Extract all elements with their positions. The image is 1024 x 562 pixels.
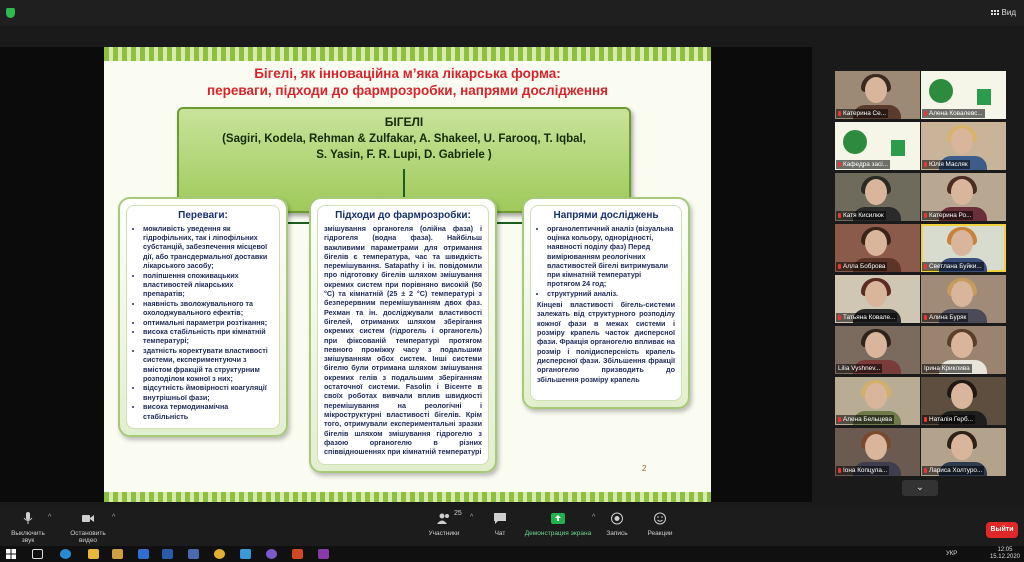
- audio-options-caret[interactable]: ^: [48, 514, 52, 521]
- reactions-label: Реакции: [647, 530, 673, 537]
- microphone-icon: [21, 512, 35, 525]
- mic-muted-icon: [838, 213, 841, 218]
- slide-title-line1: Бігелі, як інноваційна м’яка лікарська форма:: [254, 66, 561, 81]
- mute-button[interactable]: [6, 512, 50, 544]
- authors-line1: (Sagiri, Kodela, Rehman & Zulfakar, A. Shakeel, U. Farooq, T. Iqbal,: [222, 133, 586, 145]
- reactions-button[interactable]: [644, 512, 676, 537]
- chevron-down-icon: ⌄: [915, 482, 925, 493]
- participant-tile[interactable]: [835, 71, 920, 119]
- mic-muted-icon: [838, 417, 841, 422]
- list-item: • здатність коректувати властивості системи, експериментуючи з вмістом фракцій та структурним розподілом кожної з них;: [143, 346, 273, 383]
- share-options-caret[interactable]: ^: [592, 514, 596, 521]
- mic-muted-icon: [924, 264, 927, 269]
- participant-name: Катерина Ро...: [929, 212, 972, 219]
- participant-tile[interactable]: [921, 122, 1006, 170]
- participant-name: Татьяна Ковале...: [843, 314, 896, 321]
- list-item: • органолептичний аналіз (візуальна оцінка кольору, однорідності, наявності поділу фаз) Перед вимірюванням реологічних властивостей бігелі витримували при кімнатній температурі протягом 24 год;: [547, 224, 675, 288]
- mic-muted-icon: [924, 417, 927, 422]
- clock-time: 12:05: [997, 547, 1013, 553]
- word-icon[interactable]: [162, 549, 173, 559]
- participant-tile[interactable]: [835, 326, 920, 374]
- directions-title: Напрями досліджень: [553, 210, 659, 221]
- list-item: • поліпшення споживацьких властивостей лікарських препаратів;: [143, 271, 273, 299]
- security-shield-icon[interactable]: [6, 8, 15, 18]
- onenote-icon[interactable]: [318, 549, 329, 559]
- directions-card: [522, 197, 690, 409]
- participant-name: Катерина Се...: [843, 110, 887, 117]
- slide-bottom-border: [104, 492, 711, 502]
- video-options-caret[interactable]: ^: [112, 514, 116, 521]
- mic-muted-icon: [924, 162, 927, 167]
- participant-name: Ірина Криклива: [924, 365, 970, 372]
- mic-muted-icon: [838, 315, 841, 320]
- list-item: • оптимальні параметри розтікання;: [143, 318, 273, 327]
- participant-tile[interactable]: [835, 122, 920, 170]
- video-button[interactable]: [62, 512, 114, 544]
- view-button-label: Вид: [1001, 8, 1016, 17]
- mute-label: Выключить звук: [11, 530, 45, 544]
- mic-muted-icon: [838, 111, 841, 116]
- explorer-pinned-icon[interactable]: [112, 549, 123, 559]
- presentation-slide: [104, 47, 711, 502]
- slide-title: [104, 65, 711, 99]
- slide-page-number: 2: [642, 464, 647, 473]
- chat-button[interactable]: [486, 512, 514, 537]
- mic-muted-icon: [838, 264, 841, 269]
- meeting-controls-bar: [0, 508, 1024, 546]
- video-label: Остановить видео: [70, 530, 106, 544]
- participant-name: Алена Ковалевс...: [929, 110, 983, 117]
- participant-name: Алена Бельцева: [843, 416, 893, 423]
- viber-icon[interactable]: [266, 549, 277, 559]
- directions-card-inner: [530, 205, 682, 401]
- participant-name: Кафедра засі...: [843, 161, 888, 168]
- mic-muted-icon: [838, 162, 841, 167]
- list-item: • висока стабільність при кімнатній температурі;: [143, 327, 273, 345]
- org-logo-icon: [929, 79, 953, 103]
- share-screen-label: Демонстрация экрана: [524, 530, 592, 537]
- chrome-icon[interactable]: [214, 549, 225, 559]
- advantages-card-inner: [126, 205, 280, 429]
- gallery-next-page-button[interactable]: [902, 480, 938, 496]
- participants-label: Участники: [428, 530, 460, 537]
- participant-tile[interactable]: [835, 428, 920, 476]
- share-screen-button[interactable]: [524, 512, 592, 537]
- leave-meeting-button[interactable]: Выйти: [986, 522, 1018, 538]
- file-explorer-icon[interactable]: [88, 549, 99, 559]
- record-button[interactable]: [602, 512, 632, 537]
- windows-start-icon[interactable]: [6, 549, 16, 559]
- smiley-icon: [653, 512, 667, 525]
- approaches-title: Підходи до фармрозробки:: [335, 210, 471, 221]
- mic-muted-icon: [924, 315, 927, 320]
- participant-name: Іона Копцула...: [843, 467, 888, 474]
- participant-tile[interactable]: [835, 377, 920, 425]
- windows-taskbar: [0, 546, 1024, 562]
- mic-muted-icon: [924, 213, 927, 218]
- participant-tile[interactable]: [835, 224, 920, 272]
- mic-muted-icon: [924, 111, 927, 116]
- advantages-title: Переваги:: [178, 210, 228, 221]
- participant-name: Юлія Масляк: [929, 161, 968, 168]
- list-item: • висока термодинамічна стабільність: [143, 402, 273, 420]
- participant-name: Лариса Холтуро...: [929, 467, 983, 474]
- slide-top-border: [104, 47, 711, 61]
- keyboard-language[interactable]: УКР: [946, 551, 958, 557]
- mail-icon[interactable]: [138, 549, 149, 559]
- participant-name: Алина Буряк: [929, 314, 967, 321]
- participant-name: Наталія Герб...: [929, 416, 973, 423]
- chat-label: Чат: [494, 530, 506, 537]
- approaches-text: змішування органогеля (олійна фаза) і гідрогеля (водна фаза). Найбільш важливими параметрами для отримання бігелів є температура, час та швидкість перемішування. Satapathy і ін. повідомили про підготовку бігелів шляхом змішування окремих систем при порівняно високій (50 °C) та кімнатній (25 ± 2 °C) температурі з безперервним перемішуванням двох фаз. Рехман та ін. досліджували властивості бігелей, отриманих шляхом зберігання окремих систем (гідрогель і органогель) при фіксованій температурі протягом певного проміжку часу з подальшим змішуванням обох систем. Інші системи бігелю були отримана шляхом змішування окремих гелів з подальшим зберіганням остаточної системи. Fasolin і Вісенте в своїх роботах вивчали вплив швидкості перемішування на реологічні і мікроструктурні властивості бігелів. Крім того, отримували експериментальні зразки бігелів шляхом змішування гідрогелю з фазою органогелю в різних співвідношеннях при кімнатній температурі: [324, 224, 482, 457]
- clock-date: 15.12.2020: [989, 554, 1020, 560]
- participant-tile[interactable]: [921, 428, 1006, 476]
- participant-tile[interactable]: [921, 377, 1006, 425]
- participant-name: Катя Кисилюк: [843, 212, 884, 219]
- record-icon: [610, 512, 624, 525]
- record-label: Запись: [606, 530, 628, 537]
- advantages-card: [118, 197, 288, 437]
- participant-tile-active-speaker[interactable]: [921, 224, 1006, 272]
- main-box-authors: [179, 129, 629, 165]
- edge-browser-icon[interactable]: [60, 549, 71, 559]
- approaches-card: [309, 197, 497, 473]
- video-camera-icon: [81, 512, 95, 525]
- grid-view-icon: [991, 10, 999, 15]
- task-view-icon[interactable]: [32, 549, 43, 559]
- list-item: • можливість уведення як гідрофільних, так і ліпофільних субстанцій, забезпечення місцевої дії, або трансдермальної доставки лікарського засобу;: [143, 224, 273, 270]
- participant-name: Lilia Vyshnev...: [838, 365, 881, 372]
- chat-icon: [493, 512, 507, 525]
- list-item: • відсутність ймовірності коагуляції внутрішньої фази;: [143, 383, 273, 401]
- slide-title-line2: переваги, підходи до фармрозробки, напрями дослідження: [206, 83, 609, 98]
- approaches-card-inner: [317, 205, 489, 465]
- powerpoint-icon[interactable]: [292, 549, 303, 559]
- participant-tile[interactable]: [921, 173, 1006, 221]
- participant-tile[interactable]: [835, 275, 920, 323]
- paint-icon[interactable]: [240, 549, 251, 559]
- participant-name: Светлана Буйки...: [929, 263, 982, 270]
- participant-tile[interactable]: [921, 326, 1006, 374]
- participant-tile[interactable]: [835, 173, 920, 221]
- view-button[interactable]: [991, 8, 1016, 17]
- participants-count: 25: [454, 510, 462, 517]
- list-item: • наявність зволожувального та охолоджувального ефектів;: [143, 299, 273, 317]
- authors-line2: S. Yasin, F. R. Lupi, D. Gabriele ): [316, 149, 492, 161]
- participants-icon: [437, 512, 451, 525]
- participant-name: Алла Боброва: [843, 263, 886, 270]
- list-item: • структурний аналіз.: [547, 289, 675, 298]
- directions-conclusion: Кінцеві властивості бігель-системи залежать від структурного розподілу кожної фази в межах системи і розміру крапель часток дисперсної фази. Фракція органогелю впливає на розмір і полідисперсність крапель дисперсної фази. Збільшення фракції органогелю призводить до збільшення розміру крапель: [537, 300, 675, 384]
- participants-options-caret[interactable]: ^: [470, 514, 474, 521]
- main-box-title: БІГЕЛІ: [384, 115, 424, 129]
- org-logo-icon: [843, 130, 867, 154]
- advantages-list: [133, 224, 273, 421]
- mic-muted-icon: [924, 468, 927, 473]
- mic-muted-icon: [838, 468, 841, 473]
- meeting-topbar: [0, 0, 1024, 26]
- store-icon[interactable]: [188, 549, 199, 559]
- directions-list: [537, 224, 675, 298]
- share-screen-icon: [551, 512, 565, 525]
- participant-tile[interactable]: [921, 71, 1006, 119]
- participant-tile[interactable]: [921, 275, 1006, 323]
- system-clock[interactable]: [990, 547, 1020, 561]
